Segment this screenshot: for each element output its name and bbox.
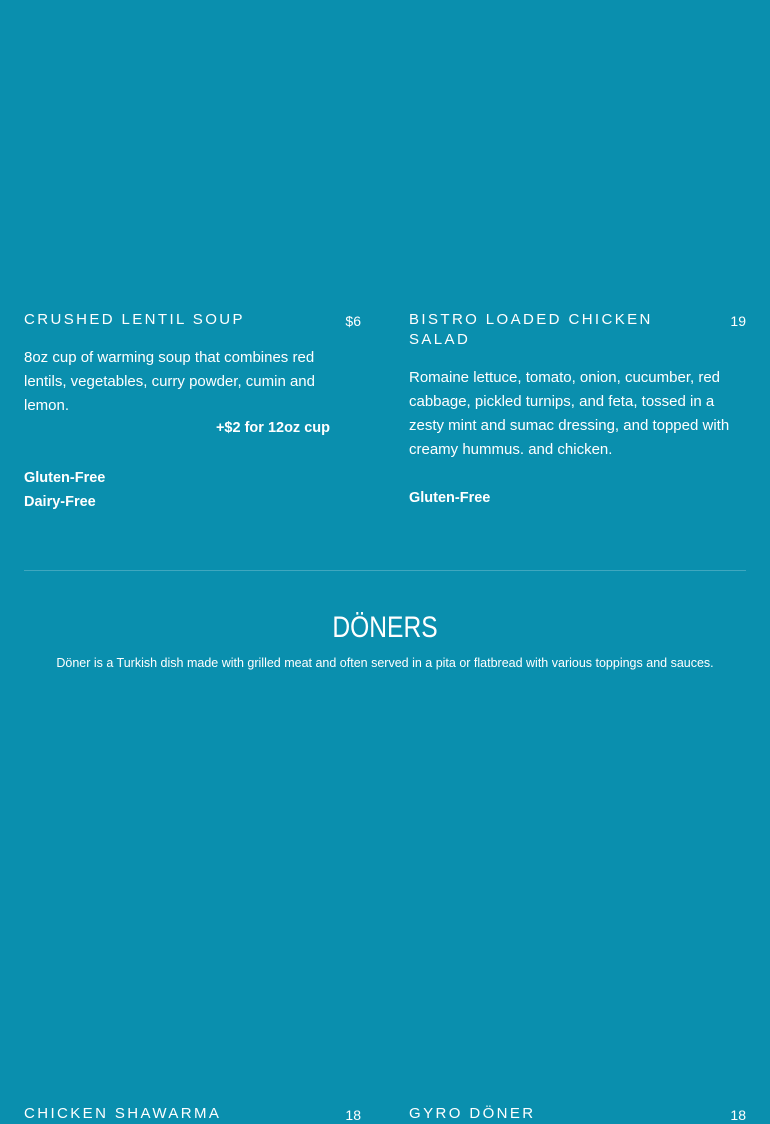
menu-item-image bbox=[24, 700, 361, 1092]
menu-item-price: $6 bbox=[345, 313, 361, 329]
menu-item-description: 8oz cup of warming soup that combines red lentils, vegetables, curry powder, cumin and lemon. bbox=[24, 349, 315, 414]
section-description: Döner is a Turkish dish made with grilled meat and often served in a pita or flatbread with various toppings and sauces. bbox=[56, 656, 714, 670]
dietary-tag: Gluten-Free bbox=[409, 490, 491, 506]
menu-item-title: BISTRO LOADED CHICKEN SALAD bbox=[409, 311, 653, 348]
menu-item-price: 18 bbox=[345, 1107, 361, 1123]
menu-item-price: 19 bbox=[730, 313, 746, 329]
menu-item-description: Romaine lettuce, tomato, onion, cucumber, red cabbage, pickled turnips, and feta, tossed in a zesty mint and sumac dressing, and topped with creamy hummus. and chicken. bbox=[409, 369, 730, 458]
section-divider bbox=[24, 570, 746, 571]
menu-item-price: 18 bbox=[730, 1107, 746, 1123]
dietary-tag: Dairy-Free bbox=[24, 494, 96, 510]
section-title: DÖNERS bbox=[332, 611, 438, 644]
dietary-tag: Gluten-Free bbox=[24, 470, 106, 486]
menu-item-title: CHICKEN SHAWARMA bbox=[24, 1105, 222, 1122]
menu-item-title: CRUSHED LENTIL SOUP bbox=[24, 311, 245, 328]
menu-item-image bbox=[409, 0, 746, 292]
menu-item-image bbox=[409, 700, 746, 1092]
menu-item-image bbox=[24, 0, 361, 292]
menu-item-extra-option: +$2 for 12oz cup bbox=[215, 420, 330, 436]
menu-item-title: GYRO DÖNER bbox=[409, 1105, 536, 1122]
